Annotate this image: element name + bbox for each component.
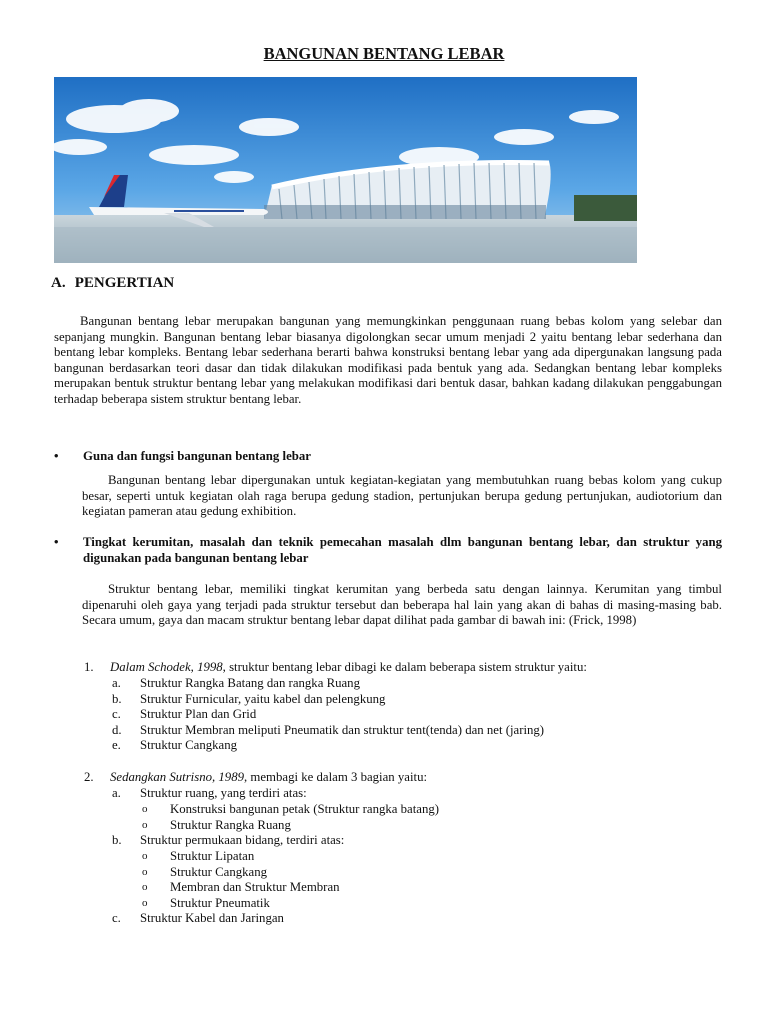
section-title: PENGERTIAN	[74, 275, 175, 291]
bullet-marker: •	[54, 449, 59, 463]
item-source: Sedangkan Sutrisno, 1989	[110, 770, 245, 784]
section-a-heading	[51, 275, 174, 292]
numbered-item-2	[84, 770, 427, 786]
item-number: 1.	[84, 660, 94, 674]
bullet-tingkat-kerumitan	[54, 535, 722, 566]
section-letter: A.	[51, 275, 66, 291]
guna-fungsi-paragraph: Bangunan bentang lebar dipergunakan untuk kegiatan-kegiatan yang membutuhkan ruang bebas kolom yang cukup besar, seperti untuk kegiatan olah raga berupa gedung stadion, pertunjukan berupa gedung pertunjukan, audiotorium dan kegiatan pameran atau gedung exhibition.	[82, 473, 722, 518]
airport-terminal-photo	[54, 77, 637, 263]
item-text: , struktur bentang lebar dibagi ke dalam beberapa sistem struktur yaitu:	[222, 660, 587, 674]
item-source: Dalam Schodek, 1998	[110, 660, 223, 674]
intro-paragraph: Bangunan bentang lebar merupakan bangunan yang memungkinkan penggunaan ruang bebas kolom yang selebar dan sepanjang mungkin. Bangunan bentang lebar biasanya digolongkan secar umum menjadi 2 yaitu bentang lebar sederhana dan bentang lebar kompleks. Bentang lebar sederhana berarti bahwa konstruksi bentang lebar yang ada dipergunakan langsung pada bangunan berdasarkan teori dasar dan tidak dilakukan modifikasi pada bentuk yang ada. Sedangkan bentang lebar kompleks merupakan bentuk struktur bentang lebar yang melakukan modifikasi dari bentuk dasar, bahkan kadang dilakukan penggabungan terhadap beberapa sistem struktur bentang lebar.	[54, 314, 722, 406]
item-number: 2.	[84, 770, 94, 784]
kerumitan-paragraph: Struktur bentang lebar, memiliki tingkat kerumitan yang berbeda satu dengan lainnya. Kerumitan yang timbul dipenaruhi oleh gaya yang terjadi pada struktur tersebut dan beberapa hal lain yang akan di bahas di masing-masing bab. Secara umum, gaya dan macam struktur bentang lebar dapat dilihat pada gambar di bawah ini: (Frick, 1998)	[82, 582, 722, 627]
bullet-guna-fungsi	[54, 449, 722, 465]
bullet-heading: Guna dan fungsi bangunan bentang lebar	[83, 449, 311, 463]
document-title: BANGUNAN BENTANG LEBAR	[263, 44, 505, 63]
item-text: , membagi ke dalam 3 bagian yaitu:	[244, 770, 428, 784]
bullet-heading: Tingkat kerumitan, masalah dan teknik pemecahan masalah dlm bangunan bentang lebar, dan struktur yang digunakan pada bangunan bentang lebar	[83, 535, 722, 565]
numbered-item-1	[84, 660, 587, 676]
document-page: BANGUNAN BENTANG LEBAR A. PENGERTIAN Bangunan bentang lebar merupakan bangunan yang memungkinkan penggunaan ruang bebas kolom yang selebar dan sepanjang mungkin. Bangunan bentang lebar biasanya digolongkan secar umum menjadi 2 yaitu bentang lebar sederhana dan bentang lebar kompleks. Bentang lebar sederhana berarti bahwa konstruksi bentang lebar yang ada dipergunakan langsung pada bangunan berdasarkan teori dasar dan tidak dilakukan modifikasi pada bentuk yang ada. Sedangkan bentang lebar kompleks merupakan bentuk struktur bentang lebar yang melakukan modifikasi dari bentuk dasar, bahkan kadang dilakukan penggabungan terhadap beberapa sistem struktur bentang lebar. • Guna dan fungsi bangunan bentang lebar Bangunan bentang lebar dipergunakan untuk kegiatan-kegiatan yang membutuhkan ruang bebas kolom yang cukup besar, seperti untuk kegiatan olah raga berupa gedung stadion, pertunjukan berupa gedung pertunjukan, audiotorium dan kegiatan pameran atau gedung exhibition. • Tingkat kerumitan, masalah dan teknik pemecahan masalah dlm bangunan bentang lebar, dan struktur yang digunakan pada bangunan bentang lebar Struktur bentang lebar, memiliki tingkat kerumitan yang berbeda satu dengan lainnya. Kerumitan yang timbul dipenaruhi oleh gaya yang terjadi pada struktur tersebut dan beberapa hal lain yang akan di bahas di masing-masing bab. Secara umum, gaya dan macam struktur bentang lebar dapat dilihat pada gambar di bawah ini: (Frick, 1998) 1. Dalam Schodek, 1998, struktur bentang lebar dibagi ke dalam beberapa sistem struktur yaitu: a. Struktur Rangka Batang dan rangka Ruang b. Struktur Furnicular, yaitu kabel dan pelengkung c. Struktur Plan dan Grid d. Struktur Membran meliputi Pneumatik dan struktur tent(tenda) dan net (jaring) e. Struktur Cangkang 2. Sedangkan Sutrisno, 1989, membagi ke dalam 3 bagian yaitu: a. Struktur ruang, yang terdiri atas: o Konstruksi bangunan petak (Struktur rangka batang) o Struktur Rangka Ruang b. Struktur permukaan bidang, terdiri atas: o Struktur Lipatan o Struktur Cangkang o Membran dan Struktur Membran o Struktur Pneumatik c. Struktur Kabel dan Jaringan	[0, 0, 768, 1024]
bullet-marker: •	[54, 535, 59, 549]
